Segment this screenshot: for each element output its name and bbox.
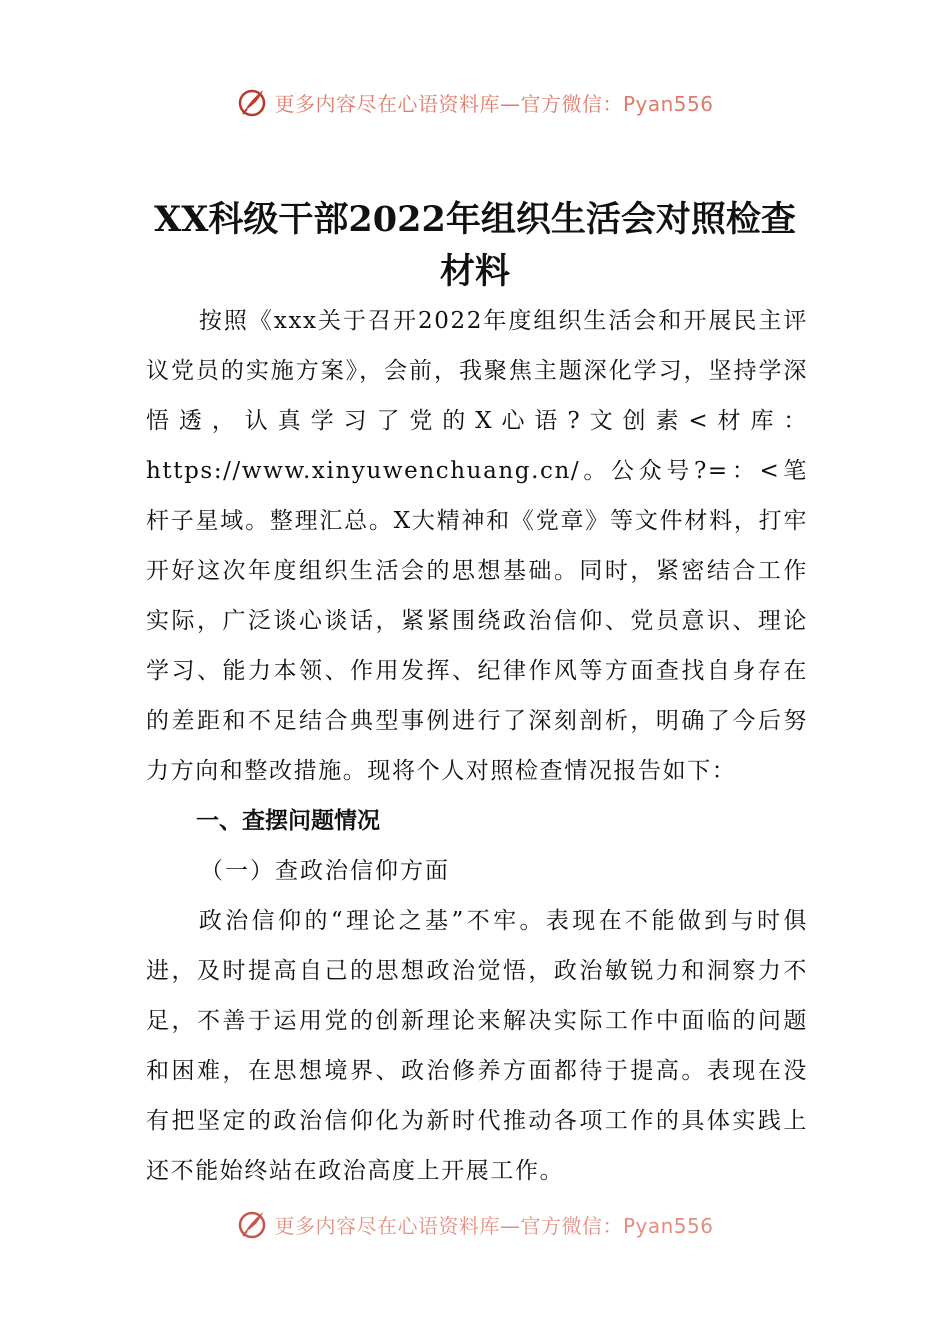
watermark-text: 更多内容尽在心语资料库—官方微信：Pyan556	[274, 1213, 714, 1238]
watermark-text: 更多内容尽在心语资料库—官方微信：Pyan556	[274, 91, 714, 116]
watermark-header	[0, 86, 950, 118]
subsection-heading: （一）查政治信仰方面	[200, 858, 450, 884]
document-title: XX科级干部2022年组织生活会对照检查材料	[154, 199, 796, 292]
watermark-footer	[0, 1208, 950, 1240]
section-heading: 一、查摆问题情况	[196, 808, 380, 834]
intro-paragraph: 按照《xxx关于召开2022年度组织生活会和开展民主评议党员的实施方案》，会前，我聚焦主题深化学习，坚持学深悟透，认真学习了党的X心语?文创素<材库：https://www.xinyuwenchuang.cn/。公众号?=：<笔杆子星域。整理汇总。X大精神和《党章》等文件材料，打牢开好这次年度组织生活会的思想基础。同时，紧密结合工作实际，广泛谈心谈话，紧紧围绕政治信仰、党员意识、理论学习、能力本领、作用发挥、纪律作风等方面查找自身存在的差距和不足结合典型事例进行了深刻剖析，明确了今后努力方向和整改措施。现将个人对照检查情况报告如下：	[146, 308, 808, 784]
body-paragraph: 政治信仰的“理论之基”不牢。表现在不能做到与时俱进，及时提高自己的思想政治觉悟，政治敏锐力和洞察力不足，不善于运用党的创新理论来解决实际工作中面临的问题和困难，在思想境界、政治修养方面都待于提高。表现在没有把坚定的政治信仰化为新时代推动各项工作的具体实践上还不能始终站在政治高度上开展工作。	[146, 908, 808, 1184]
feather-pen-circle-icon	[236, 86, 268, 118]
feather-pen-circle-icon	[236, 1208, 268, 1240]
document-body	[146, 296, 808, 1196]
